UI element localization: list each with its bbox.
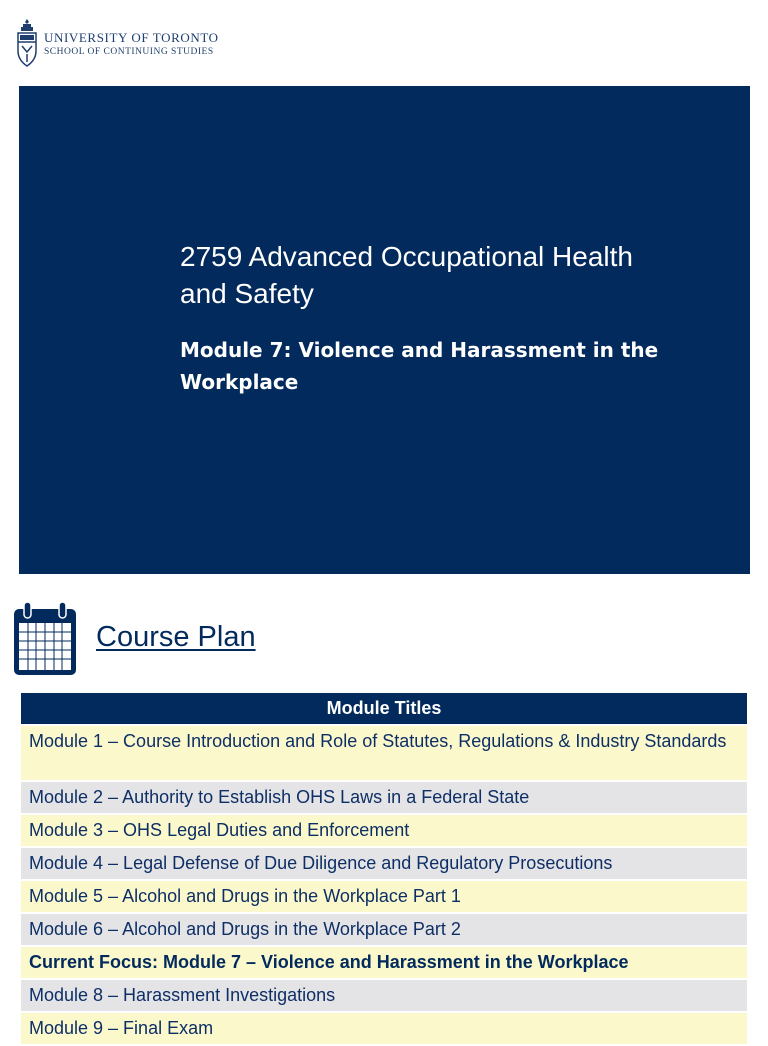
- school-name: SCHOOL OF CONTINUING STUDIES: [44, 47, 214, 57]
- university-name: UNIVERSITY OF TORONTO: [44, 30, 219, 45]
- calendar-icon: [12, 601, 78, 677]
- module-title: Module 7: Violence and Harassment in the Workplace: [180, 338, 659, 394]
- course-title: 2759 Advanced Occupational Health and Safety: [180, 241, 633, 309]
- course-plan-title: Course Plan: [96, 621, 256, 653]
- university-crest-icon: [16, 18, 38, 68]
- module-table: [21, 693, 747, 1046]
- table-row: Module 4 – Legal Defense of Due Diligence and Regulatory Prosecutions: [21, 848, 747, 881]
- table-row: Module 5 – Alcohol and Drugs in the Workplace Part 1: [21, 881, 747, 914]
- table-row: Module 9 – Final Exam: [21, 1013, 747, 1046]
- table-header: Module Titles: [21, 693, 747, 726]
- table-row: Module 1 – Course Introduction and Role of Statutes, Regulations & Industry Standards: [21, 726, 747, 782]
- table-row: Module 6 – Alcohol and Drugs in the Workplace Part 2: [21, 914, 747, 947]
- table-row: Module 3 – OHS Legal Duties and Enforcement: [21, 815, 747, 848]
- header-logo: [16, 16, 316, 72]
- table-row: Module 2 – Authority to Establish OHS Laws in a Federal State: [21, 782, 747, 815]
- table-row-current-focus: Current Focus: Module 7 – Violence and Harassment in the Workplace: [21, 947, 747, 980]
- table-row: Module 8 – Harassment Investigations: [21, 980, 747, 1013]
- title-banner: [19, 86, 750, 574]
